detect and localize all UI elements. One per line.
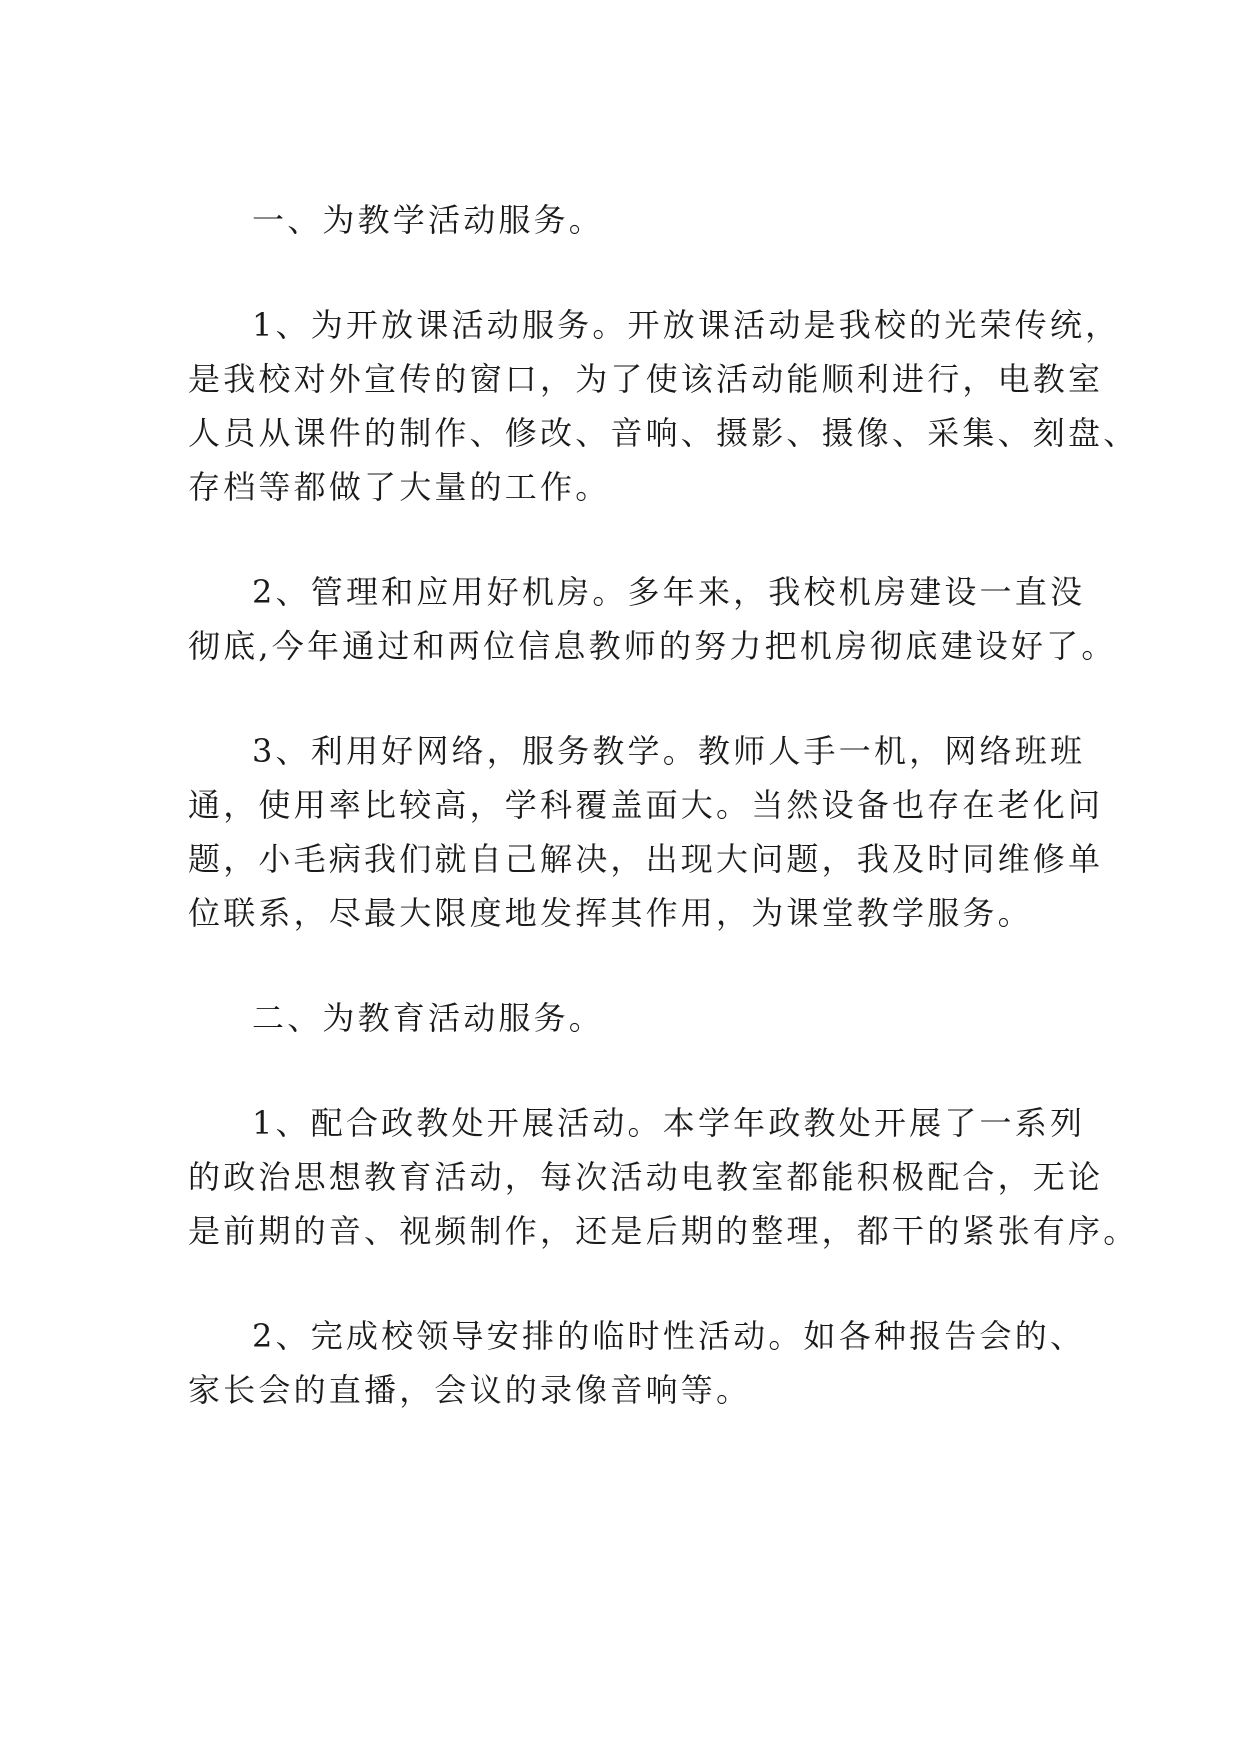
section-heading-1: 一、为教学活动服务。 [252, 201, 605, 239]
paragraph-line: 3、利用好网络，服务教学。教师人手一机，网络班班 [252, 732, 1086, 770]
paragraph-line: 2、管理和应用好机房。多年来，我校机房建设一直没 [252, 573, 1086, 611]
paragraph-line: 是前期的音、视频制作，还是后期的整理，都干的紧张有序。 [188, 1212, 1139, 1250]
paragraph-line: 的政治思想教育活动，每次活动电教室都能积极配合，无论 [188, 1158, 1104, 1196]
section-heading-2: 二、为教育活动服务。 [252, 999, 605, 1037]
paragraph-line: 1、为开放课活动服务。开放课活动是我校的光荣传统， [252, 306, 1121, 344]
paragraph-line: 位联系，尽最大限度地发挥其作用，为课堂教学服务。 [188, 894, 1033, 932]
paragraph-line: 人员从课件的制作、修改、音响、摄影、摄像、采集、刻盘、 [188, 414, 1139, 452]
paragraph-line: 彻底,今年通过和两位信息教师的努力把机房彻底建设好了。 [188, 627, 1117, 665]
paragraph-line: 2、完成校领导安排的临时性活动。如各种报告会的、 [252, 1317, 1086, 1355]
paragraph-line: 题，小毛病我们就自己解决，出现大问题，我及时同维修单 [188, 840, 1104, 878]
paragraph-line: 家长会的直播，会议的录像音响等。 [188, 1371, 752, 1409]
paragraph-line: 存档等都做了大量的工作。 [188, 468, 611, 506]
paragraph-line: 1、配合政教处开展活动。本学年政教处开展了一系列 [252, 1104, 1086, 1142]
paragraph-line: 通，使用率比较高，学科覆盖面大。当然设备也存在老化问 [188, 786, 1104, 824]
paragraph-line: 是我校对外宣传的窗口，为了使该活动能顺利进行，电教室 [188, 360, 1104, 398]
